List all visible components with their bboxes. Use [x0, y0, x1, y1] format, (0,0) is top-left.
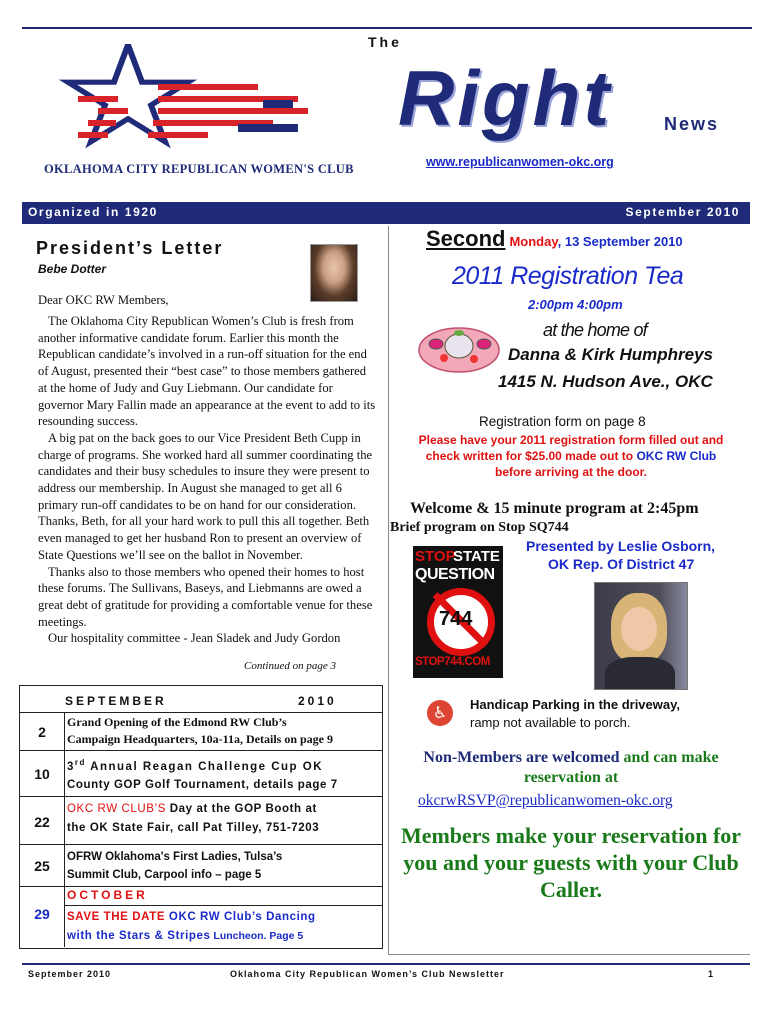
save-the-date: SAVE THE DATE: [67, 911, 166, 923]
registration-form-note: Registration form on page 8: [479, 414, 646, 429]
letter-paragraph: Our hospitality committee - Jean Sladek and Judy Gordon: [48, 631, 341, 646]
program-brief: Brief program on Stop SQ744: [390, 520, 569, 535]
presenter-line2: OK Rep. Of District 47: [548, 556, 695, 572]
members-text: you and your guests with your Club: [403, 850, 739, 875]
letter-salutation: Dear OKC RW Members,: [38, 293, 169, 307]
members-text: Members make your reservation for: [400, 823, 742, 848]
president-photo: [310, 244, 358, 302]
info-bar: [22, 202, 750, 224]
instruction-club: OKC RW Club: [636, 449, 717, 463]
footer-date: September 2010: [28, 969, 112, 979]
letter-title: President’s Letter: [36, 238, 224, 258]
event-line: Annual Reagan Challenge Cup OK: [85, 760, 324, 773]
stop-text: STOP: [415, 548, 456, 565]
calendar-box: [19, 685, 383, 949]
state-text: STATE: [453, 548, 500, 565]
nonmember-text: and can make: [619, 749, 719, 766]
nonmember-text: reservation at: [523, 769, 619, 786]
event-ordinal: 3: [67, 760, 75, 773]
members-text: Caller.: [539, 877, 603, 902]
event-line: the OK State Fair, call Pat Tilley, 751-7203: [67, 822, 320, 834]
page-number: 1: [708, 969, 715, 979]
event-line: Campaign Headquarters, 10a-11a, Details on page 9: [67, 732, 334, 746]
handicap-line2: ramp not available to porch.: [470, 715, 631, 730]
letter-paragraph: Thanks also to those members who opened their homes to host these forums. The Sullivans, Baseys, and Liebmanns are owed a great debt of gratitude for providing a comfortable venue for these meetings.: [38, 564, 373, 629]
instruction-line: Please have your 2011 registration form filled out and: [418, 433, 724, 447]
event-monday: Monday: [509, 234, 558, 249]
teapot-illustration: [414, 306, 504, 376]
calendar-day: 2: [38, 724, 46, 740]
nonmember-note: [390, 748, 752, 788]
stop-sq744-graphic: [413, 546, 503, 678]
presenter-line1: Presented by Leslie Osborn,: [526, 538, 716, 554]
calendar-day: 22: [34, 814, 50, 830]
club-logo: [38, 44, 338, 162]
event-highlight: OKC RW CLUB’S: [67, 803, 166, 815]
event-ordinal-sup: rd: [74, 758, 86, 767]
organized-text: Organized in 1920: [28, 205, 158, 219]
event-hosts: Danna & Kirk Humphreys: [508, 345, 713, 364]
stop-url: STOP744.COM: [415, 656, 490, 668]
wheelchair-icon: ♿: [427, 700, 453, 726]
question-text: QUESTION: [415, 566, 495, 583]
event-line: Day at the GOP Booth at: [165, 803, 317, 815]
letter-author: Bebe Dotter: [38, 262, 107, 276]
event-second: Second: [426, 226, 506, 251]
handicap-line1: Handicap Parking in the driveway,: [470, 697, 680, 712]
event-divider: [388, 226, 389, 954]
event-line: County GOP Golf Tournament, details page 7: [67, 778, 338, 791]
members-reservation-note: [390, 822, 752, 903]
letter-paragraph: The Oklahoma City Republican Women’s Club is fresh from another informative candidate forum. Earlier this month the Republican candidate’s involved in a run-off situation for the end of August, presented their “best case” to those members gathered at the home of Judy and Guy Liebmann. Our candidate for governor Mary Fallin made an appearance at the event to add to its resounding success.: [38, 314, 376, 429]
issue-date: September 2010: [625, 205, 740, 219]
event-line: Luncheon. Page 5: [210, 930, 304, 942]
masthead-right: Right: [398, 54, 613, 142]
event-line: Summit Club, Carpool info – page 5: [67, 869, 262, 881]
footer-title: Oklahoma City Republican Women’s Club Newsletter: [230, 969, 505, 979]
calendar-day: 25: [34, 858, 50, 874]
event-title: 2011 Registration Tea: [452, 262, 684, 290]
event-line: OKC RW Club’s Dancing: [165, 911, 316, 923]
masthead-news: News: [664, 114, 720, 134]
rsvp-email-link[interactable]: okcrwRSVP@republicanwomen-okc.org: [418, 792, 673, 809]
program-welcome: Welcome & 15 minute program at 2:45pm: [410, 500, 699, 517]
event-line: Grand Opening of the Edmond RW Club’s: [67, 715, 287, 729]
calendar-year: 2010: [298, 694, 337, 708]
logo-star-icon: [68, 45, 188, 142]
instruction-line: before arriving at the door.: [494, 465, 648, 479]
page-footer: [22, 963, 750, 979]
event-bottom-rule: [388, 954, 750, 955]
event-time: 2:00pm 4:00pm: [528, 297, 623, 312]
sq-number: 744: [439, 608, 473, 630]
event-at-home: at the home of: [543, 320, 647, 340]
event-address: 1415 N. Hudson Ave., OKC: [498, 372, 713, 391]
instruction-line: check written for $25.00 made out to: [425, 449, 637, 463]
continued-note: Continued on page 3: [244, 660, 336, 672]
calendar-day: 10: [34, 766, 50, 782]
event-line: OFRW Oklahoma's First Ladies, Tulsa’s: [67, 851, 283, 863]
event-date: , 13 September 2010: [557, 234, 683, 249]
calendar-day: 29: [34, 906, 50, 922]
letter-paragraph: A big pat on the back goes to our Vice President Beth Cupp in charge of programs. She worked hard all summer coordinating the candidates and their busy schedules to insure they were present to address our membership. In August she managed to get all 6 primary run-off candidates to be on hand for our consideration. Thanks, Beth, for all your hard work to pull this all together. Beth even managed to get her husband Ron to present an overview of State Questions we’ll see on the ballot in November.: [38, 430, 373, 562]
registration-instructions: [390, 432, 752, 480]
website-link[interactable]: www.republicanwomen-okc.org: [426, 155, 614, 169]
nonmember-text: Non-Members are welcomed: [423, 749, 620, 766]
letter-body: [38, 313, 378, 647]
masthead-the: The: [368, 34, 402, 50]
calendar-october: OCTOBER: [67, 888, 148, 902]
speaker-photo: [594, 582, 688, 690]
event-line: with the Stars & Stripes: [67, 930, 211, 942]
calendar-month: SEPTEMBER: [65, 694, 167, 708]
club-name: OKLAHOMA CITY REPUBLICAN WOMEN'S CLUB: [44, 162, 354, 176]
event-date-line: [426, 226, 683, 252]
